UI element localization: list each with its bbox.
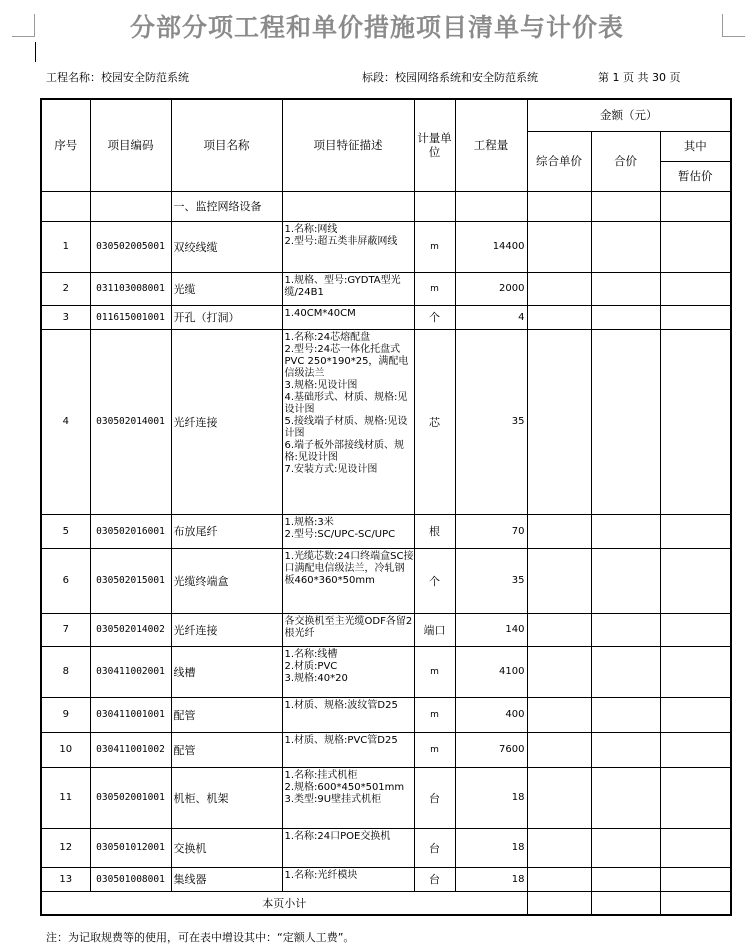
row-qty: 18: [455, 828, 527, 867]
row-provisional: [660, 548, 731, 613]
row-seq: 5: [41, 514, 90, 548]
row-code: 030411002001: [90, 646, 171, 697]
row-code: 011615001001: [90, 305, 171, 329]
row-total: [591, 272, 660, 305]
row-unit: m: [414, 221, 455, 272]
row-qty: 140: [455, 613, 527, 646]
col-name-header: 项目名称: [171, 99, 282, 191]
row-total: [591, 221, 660, 272]
col-provisional-header: 暂估价: [660, 161, 731, 191]
table-row: [41, 697, 731, 732]
row-unit: 个: [414, 548, 455, 613]
row-unit-price: [527, 221, 591, 272]
row-total: [591, 767, 660, 828]
row-unit-price: [527, 548, 591, 613]
table-row: [41, 646, 731, 697]
row-desc: 1.材质、规格:PVC管D25: [282, 732, 414, 767]
section-row: [41, 191, 731, 221]
row-unit: 端口: [414, 613, 455, 646]
col-of-which-header: 其中: [660, 131, 731, 161]
row-unit-price: [527, 514, 591, 548]
row-name: 集线器: [171, 867, 282, 891]
col-total-header: 合价: [591, 131, 660, 191]
row-unit-price: [527, 732, 591, 767]
row-desc: 1.规格、型号:GYDTA型光缆/24B1: [282, 272, 414, 305]
row-qty: 400: [455, 697, 527, 732]
table-row: [41, 548, 731, 613]
row-provisional: [660, 221, 731, 272]
row-desc: 1.40CM*40CM: [282, 305, 414, 329]
row-code: 030501008001: [90, 867, 171, 891]
row-qty: 18: [455, 767, 527, 828]
row-name: 光纤连接: [171, 613, 282, 646]
row-provisional: [660, 272, 731, 305]
row-seq: 2: [41, 272, 90, 305]
row-seq: 13: [41, 867, 90, 891]
row-unit: 台: [414, 767, 455, 828]
page-title: 分部分项工程和单价措施项目清单与计价表: [129, 13, 624, 42]
row-code: 030502014002: [90, 613, 171, 646]
row-qty: 4100: [455, 646, 527, 697]
row-unit-price: [527, 828, 591, 867]
row-total: [591, 867, 660, 891]
col-desc-header: 项目特征描述: [282, 99, 414, 191]
row-seq: 3: [41, 305, 90, 329]
row-seq: 9: [41, 697, 90, 732]
row-total: [591, 548, 660, 613]
row-desc: 1.名称:网线 2.型号:超五类非屏蔽网线: [282, 221, 414, 272]
row-desc: 1.光缆芯数:24口终端盒SC接口满配电信级法兰，冷轧钢板460*360*50mm: [282, 548, 414, 613]
row-name: 光纤连接: [171, 329, 282, 514]
row-desc: 各交换机至主光缆ODF各留2根光纤: [282, 613, 414, 646]
row-seq: 4: [41, 329, 90, 514]
row-desc: 1.名称:挂式机柜 2.规格:600*450*501mm 3.类型:9U壁挂式机柜: [282, 767, 414, 828]
row-unit-price: [527, 272, 591, 305]
row-qty: 35: [455, 329, 527, 514]
section-name: 标段：校园网络系统和安全防范系统: [362, 71, 538, 84]
row-desc: 1.名称:光纤模块: [282, 867, 414, 891]
col-code-header: 项目编码: [90, 99, 171, 191]
row-name: 布放尾纤: [171, 514, 282, 548]
footnote: 注：为记取规费等的使用，可在表中增设其中：“定额人工费”。: [46, 931, 355, 944]
table-row: [41, 305, 731, 329]
table-row: [41, 767, 731, 828]
row-total: [591, 329, 660, 514]
row-desc: 1.材质、规格:波纹管D25: [282, 697, 414, 732]
row-unit-price: [527, 697, 591, 732]
row-code: 030502005001: [90, 221, 171, 272]
subtotal-row: [41, 891, 731, 915]
row-unit-price: [527, 646, 591, 697]
row-unit: 个: [414, 305, 455, 329]
row-name: 配管: [171, 732, 282, 767]
row-provisional: [660, 329, 731, 514]
row-seq: 11: [41, 767, 90, 828]
row-qty: 4: [455, 305, 527, 329]
text-cursor: [35, 42, 36, 62]
row-name: 机柜、机架: [171, 767, 282, 828]
row-qty: 18: [455, 867, 527, 891]
row-qty: 2000: [455, 272, 527, 305]
row-unit-price: [527, 767, 591, 828]
row-provisional: [660, 867, 731, 891]
row-total: [591, 613, 660, 646]
row-name: 光缆: [171, 272, 282, 305]
row-code: 030501012001: [90, 828, 171, 867]
row-code: 030502014001: [90, 329, 171, 514]
row-provisional: [660, 828, 731, 867]
row-unit-price: [527, 305, 591, 329]
row-desc: 1.名称:24口POE交换机: [282, 828, 414, 867]
row-unit: m: [414, 697, 455, 732]
row-provisional: [660, 646, 731, 697]
document-header: [46, 69, 706, 85]
row-unit: m: [414, 646, 455, 697]
row-qty: 70: [455, 514, 527, 548]
row-unit: 根: [414, 514, 455, 548]
row-unit-price: [527, 329, 591, 514]
table-row: [41, 828, 731, 867]
row-unit: 台: [414, 867, 455, 891]
row-code: 030411001001: [90, 697, 171, 732]
row-seq: 6: [41, 548, 90, 613]
row-desc: 1.名称:24芯熔配盘 2.型号:24芯一体化托盘式PVC 250*190*25，满配电信级法兰 3.规格:见设计图 4.基础形式、材质、规格:见设计图 5.接线端子材质、规格:见设计图 6.端子板外部接线材质、规格:见设计图 7.安装方式:见设计图: [282, 329, 414, 514]
row-unit-price: [527, 867, 591, 891]
row-unit: 芯: [414, 329, 455, 514]
row-unit: 台: [414, 828, 455, 867]
col-amount-header: 金额（元）: [527, 99, 731, 131]
row-total: [591, 514, 660, 548]
row-code: 030411001002: [90, 732, 171, 767]
row-name: 配管: [171, 697, 282, 732]
row-total: [591, 646, 660, 697]
table-row: [41, 329, 731, 514]
col-seq-header: 序号: [41, 99, 90, 191]
table-body: [41, 191, 731, 891]
row-name: 开孔（打洞）: [171, 305, 282, 329]
row-unit: m: [414, 732, 455, 767]
row-total: [591, 828, 660, 867]
row-desc: 1.规格:3米 2.型号:SC/UPC-SC/UPC: [282, 514, 414, 548]
bill-of-quantities-table: [40, 98, 732, 916]
subtotal-label: 本页小计: [41, 891, 527, 915]
row-provisional: [660, 305, 731, 329]
col-qty-header: 工程量: [455, 99, 527, 191]
page-number: 第 1 页 共 30 页: [598, 71, 681, 84]
row-name: 双绞线缆: [171, 221, 282, 272]
row-total: [591, 732, 660, 767]
row-qty: 14400: [455, 221, 527, 272]
row-code: 031103008001: [90, 272, 171, 305]
table-row: [41, 732, 731, 767]
row-total: [591, 305, 660, 329]
row-unit-price: [527, 613, 591, 646]
row-seq: 10: [41, 732, 90, 767]
row-seq: 1: [41, 221, 90, 272]
table-row: [41, 514, 731, 548]
table-row: [41, 867, 731, 891]
table-row: [41, 613, 731, 646]
row-provisional: [660, 613, 731, 646]
row-qty: 35: [455, 548, 527, 613]
row-provisional: [660, 697, 731, 732]
row-name: 交换机: [171, 828, 282, 867]
row-seq: 8: [41, 646, 90, 697]
project-name: 工程名称：校园安全防范系统: [46, 71, 189, 84]
row-name: 光缆终端盒: [171, 548, 282, 613]
row-total: [591, 697, 660, 732]
row-provisional: [660, 514, 731, 548]
row-unit: m: [414, 272, 455, 305]
col-unit-price-header: 综合单价: [527, 131, 591, 191]
col-unit-header: 计量单位: [414, 99, 455, 191]
row-code: 030502001001: [90, 767, 171, 828]
row-provisional: [660, 732, 731, 767]
row-provisional: [660, 767, 731, 828]
row-qty: 7600: [455, 732, 527, 767]
row-seq: 7: [41, 613, 90, 646]
table-row: [41, 221, 731, 272]
row-desc: 1.名称:线槽 2.材质:PVC 3.规格:40*20: [282, 646, 414, 697]
row-code: 030502016001: [90, 514, 171, 548]
table-header: [41, 99, 731, 191]
row-name: 线槽: [171, 646, 282, 697]
row-seq: 12: [41, 828, 90, 867]
table-row: [41, 272, 731, 305]
section-title: 一、监控网络设备: [171, 191, 282, 221]
row-code: 030502015001: [90, 548, 171, 613]
